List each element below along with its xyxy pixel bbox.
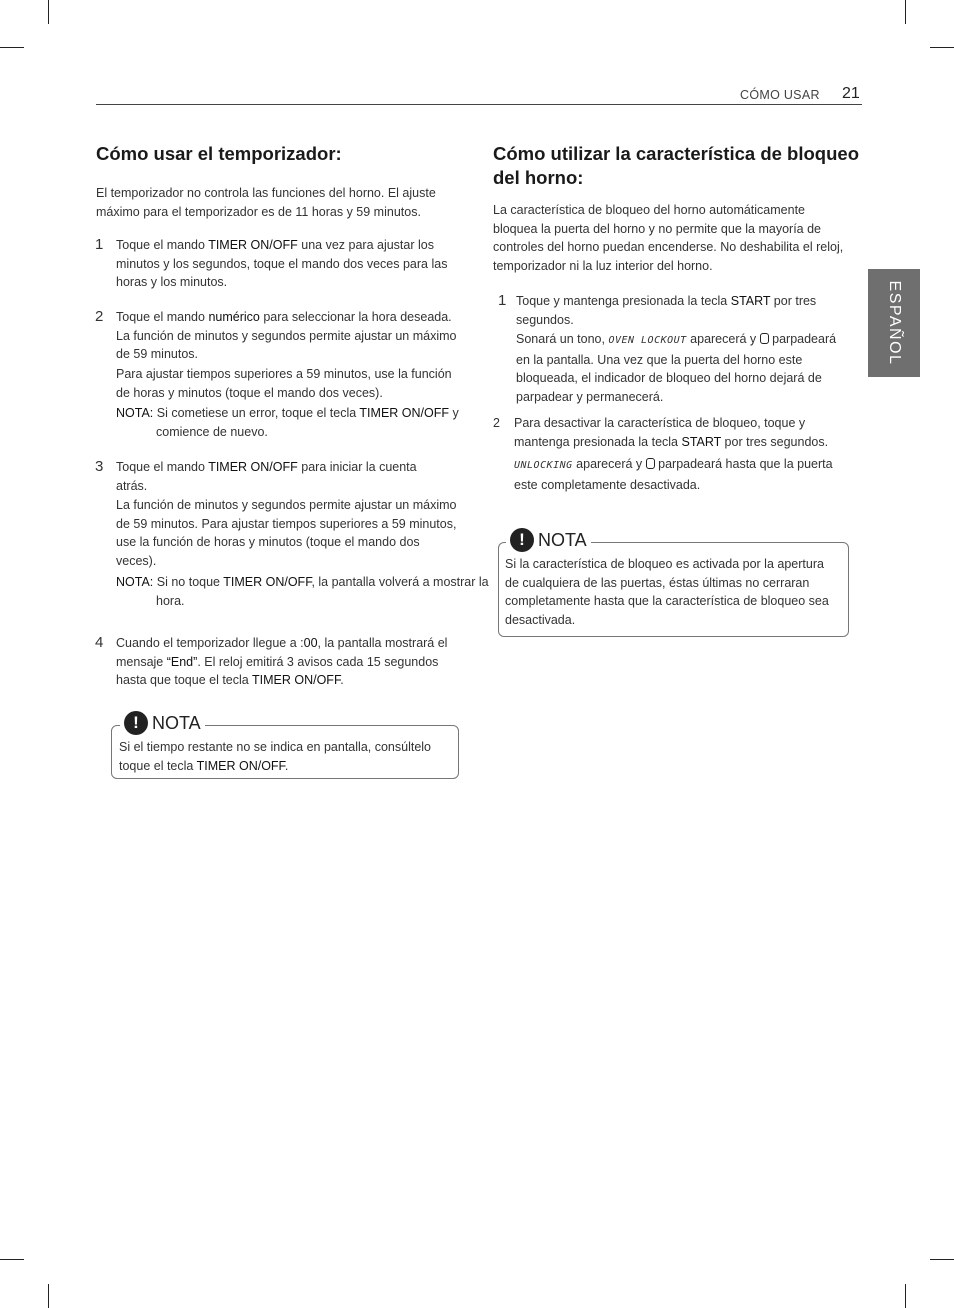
crop-mark <box>48 0 49 24</box>
running-header-section: CÓMO USAR <box>740 88 820 102</box>
note-label: NOTA <box>152 712 201 733</box>
lock-icon <box>760 333 769 344</box>
lockout-section-title: Cómo utilizar la característica de bloqueo del horno: <box>493 143 859 188</box>
crop-mark <box>48 1284 49 1308</box>
timer-step-3-extra: La función de minutos y segundos permite ajustar un máximo de 59 minutos. Para ajustar tiempos superiores a 59 minutos, use la función de horas y minutos (toque el mando dos veces). <box>116 498 457 568</box>
timer-section-title: Cómo usar el temporizador: <box>96 143 342 164</box>
step-number: 2 <box>95 308 104 325</box>
timer-note-header <box>120 711 205 735</box>
lockout-step-1: Toque y mantenga presionada la tecla START por tres segundos. <box>516 294 817 327</box>
step-number: 1 <box>95 236 104 253</box>
header-rule <box>96 104 862 105</box>
timer-step-1: Toque el mando TIMER ON/OFF una vez para ajustar los minutos y los segundos, toque el mando dos veces para las horas y los minutos. <box>116 238 448 289</box>
timer-step-2: Toque el mando numérico para seleccionar la hora deseada. La función de minutos y segundos permite ajustar un máximo de 59 minutos. <box>116 310 457 361</box>
lockout-step-2-detail: UNLOCKING aparecerá y parpadeará hasta que la puerta este completamente desactivada. <box>514 457 833 492</box>
timer-step-4: Cuando el temporizador llegue a :00, la pantalla mostrará el mensaje “End”. El reloj emitirá 3 avisos cada 15 segundos hasta que toque el tecla TIMER ON/OFF. <box>116 636 448 687</box>
step-number: 1 <box>498 292 507 309</box>
lockout-note-text: Si la característica de bloqueo es activada por la apertura de cualquiera de las puertas, éstas últimas no cerraran completamente hasta que la característica de bloqueo sea desactivada. <box>505 557 829 627</box>
crop-mark <box>0 47 24 48</box>
crop-mark <box>905 0 906 24</box>
lockout-intro: La característica de bloqueo del horno automáticamente bloquea la puerta del horno y no permite que la mayoría de controles del horno puedan encenderse. No deshabilita el reloj, temporizador ni la luz interior del horno. <box>493 203 844 273</box>
crop-mark <box>930 47 954 48</box>
timer-step-3-note: NOTA: Si no toque TIMER ON/OFF, la pantalla volverá a mostrar la hora. <box>116 575 489 608</box>
timer-step-2-extra: Para ajustar tiempos superiores a 59 minutos, use la función de horas y minutos (toque el mando dos veces). <box>116 367 452 400</box>
crop-mark <box>930 1259 954 1260</box>
timer-step-3: Toque el mando TIMER ON/OFF para iniciar la cuenta atrás. <box>116 460 417 493</box>
step-number: 4 <box>95 634 104 651</box>
step-number: 3 <box>95 458 104 475</box>
step-number: 2 <box>493 416 500 430</box>
exclamation-icon: ! <box>510 528 534 552</box>
lockout-step-2: Para desactivar la característica de bloqueo, toque y mantenga presionada la tecla START por tres segundos. <box>514 416 829 449</box>
timer-step-2-note: NOTA: Si cometiese un error, toque el tecla TIMER ON/OFF y comience de nuevo. <box>116 406 459 439</box>
language-tab-label: ESPAÑOL <box>886 280 903 366</box>
crop-mark <box>905 1284 906 1308</box>
lock-icon <box>646 458 655 469</box>
oven-lockout-display: OVEN LOCKOUT <box>608 335 687 346</box>
language-tab <box>868 269 920 377</box>
timer-note-text: Si el tiempo restante no se indica en pantalla, consúltelo toque el tecla TIMER ON/OFF. <box>119 740 431 773</box>
page-number: 21 <box>842 85 860 102</box>
crop-mark <box>0 1259 24 1260</box>
note-label: NOTA <box>538 529 587 550</box>
unlocking-display: UNLOCKING <box>514 460 573 471</box>
lockout-step-1-detail: Sonará un tono, OVEN LOCKOUT aparecerá y parpadeará en la pantalla. Una vez que la puerta del horno este bloqueada, el indicador de bloqueo del horno dejará de parpadear y permanecerá. <box>516 332 837 404</box>
timer-intro: El temporizador no controla las funciones del horno. El ajuste máximo para el temporizador es de 11 horas y 59 minutos. <box>96 186 436 219</box>
lockout-note-header <box>506 528 591 552</box>
exclamation-icon: ! <box>124 711 148 735</box>
